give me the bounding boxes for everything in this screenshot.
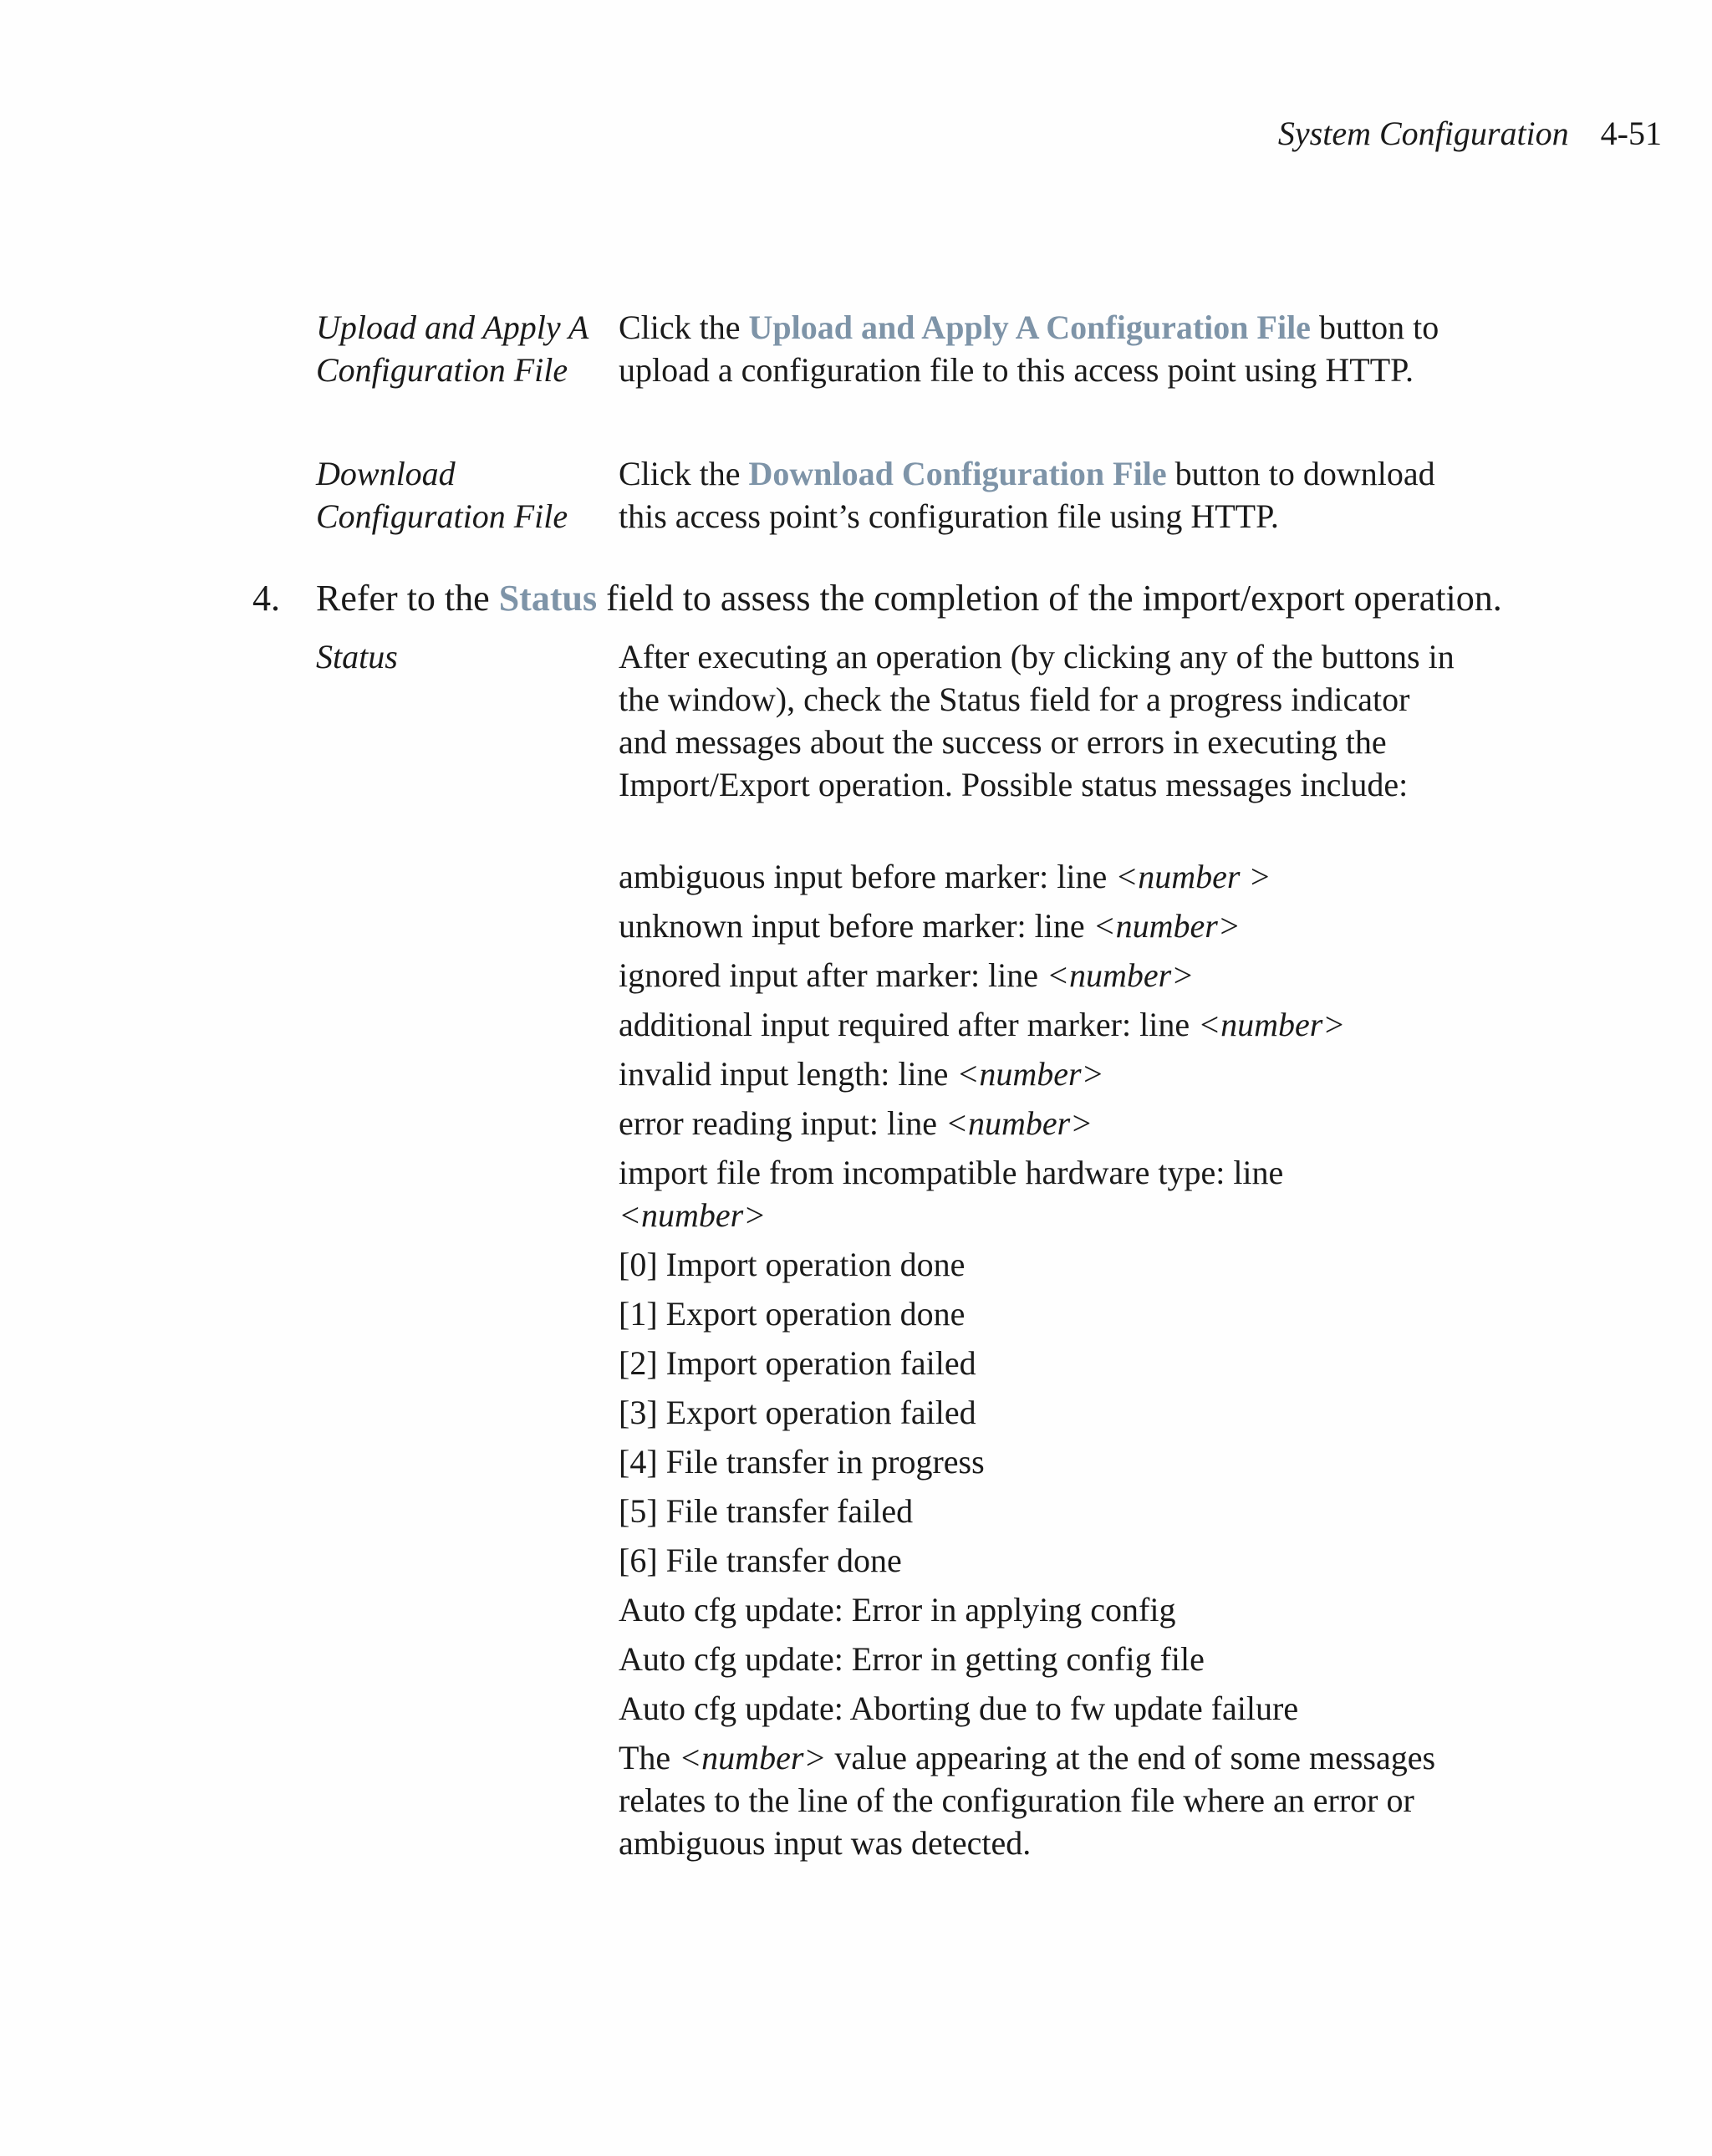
- list-item: [1] Export operation done: [619, 1295, 966, 1333]
- step-number: 4.: [252, 578, 280, 619]
- list-item: [6] File transfer done: [619, 1542, 902, 1579]
- page-header: [1278, 114, 1662, 154]
- status-description: [619, 635, 1455, 1864]
- step-4: [252, 575, 1502, 622]
- step-text-post: field to assess the completion of the import/export operation.: [597, 578, 1502, 619]
- list-item: Auto cfg update: Aborting due to fw update failure: [619, 1690, 1299, 1727]
- list-item: ignored input after marker: line <number>: [619, 956, 1195, 994]
- list-item: Auto cfg update: Error in applying config: [619, 1591, 1176, 1628]
- list-item: [5] File transfer failed: [619, 1492, 914, 1530]
- download-term-line2: Configuration File: [316, 497, 568, 535]
- upload-desc-post: button to upload a configuration file to this access point using HTTP.: [619, 308, 1439, 389]
- download-desc-pre: Click the: [619, 455, 749, 492]
- section-title: System Configuration: [1277, 115, 1569, 152]
- upload-description: [619, 306, 1455, 391]
- status-message-list: [619, 855, 1455, 1730]
- status-outro: The <number> value appearing at the end of some messages relates to the line of the configuration file where an error or ambiguous input was detected.: [619, 1739, 1436, 1862]
- status-field-reference: Status: [498, 578, 598, 619]
- list-item: [3] Export operation failed: [619, 1394, 976, 1431]
- list-item: import file from incompatible hardware type: line <number>: [619, 1154, 1284, 1234]
- page-number: 4-51: [1600, 115, 1662, 152]
- upload-term-line1: Upload and Apply A: [316, 308, 589, 346]
- download-term-line1: Download: [316, 455, 456, 492]
- upload-desc-pre: Click the: [619, 308, 749, 346]
- download-desc-post: button to download this access point’s configuration file using HTTP.: [619, 455, 1435, 535]
- upload-button-reference: Upload and Apply A Configuration File: [748, 308, 1311, 346]
- download-term: [316, 452, 613, 538]
- list-item: [2] Import operation failed: [619, 1344, 976, 1382]
- list-item: [0] Import operation done: [619, 1246, 966, 1283]
- upload-term: [316, 306, 613, 391]
- step-text-pre: Refer to the: [316, 578, 499, 619]
- list-item: invalid input length: line <number>: [619, 1055, 1104, 1093]
- download-description: [619, 452, 1455, 538]
- upload-term-line2: Configuration File: [316, 351, 568, 389]
- status-intro: After executing an operation (by clicking any of the buttons in the window), check the Status field for a progress indicator and messages about the success or errors in executing the Import/Export operation. Possible status messages include:: [619, 638, 1455, 803]
- list-item: error reading input: line <number>: [619, 1104, 1093, 1142]
- download-button-reference: Download Configuration File: [748, 455, 1167, 492]
- list-item: Auto cfg update: Error in getting config file: [619, 1640, 1205, 1678]
- list-item: ambiguous input before marker: line <number >: [619, 858, 1271, 895]
- list-item: [4] File transfer in progress: [619, 1443, 985, 1481]
- list-item: unknown input before marker: line <number>: [619, 907, 1241, 945]
- list-item: additional input required after marker: line <number>: [619, 1006, 1346, 1043]
- status-term: Status: [316, 638, 398, 675]
